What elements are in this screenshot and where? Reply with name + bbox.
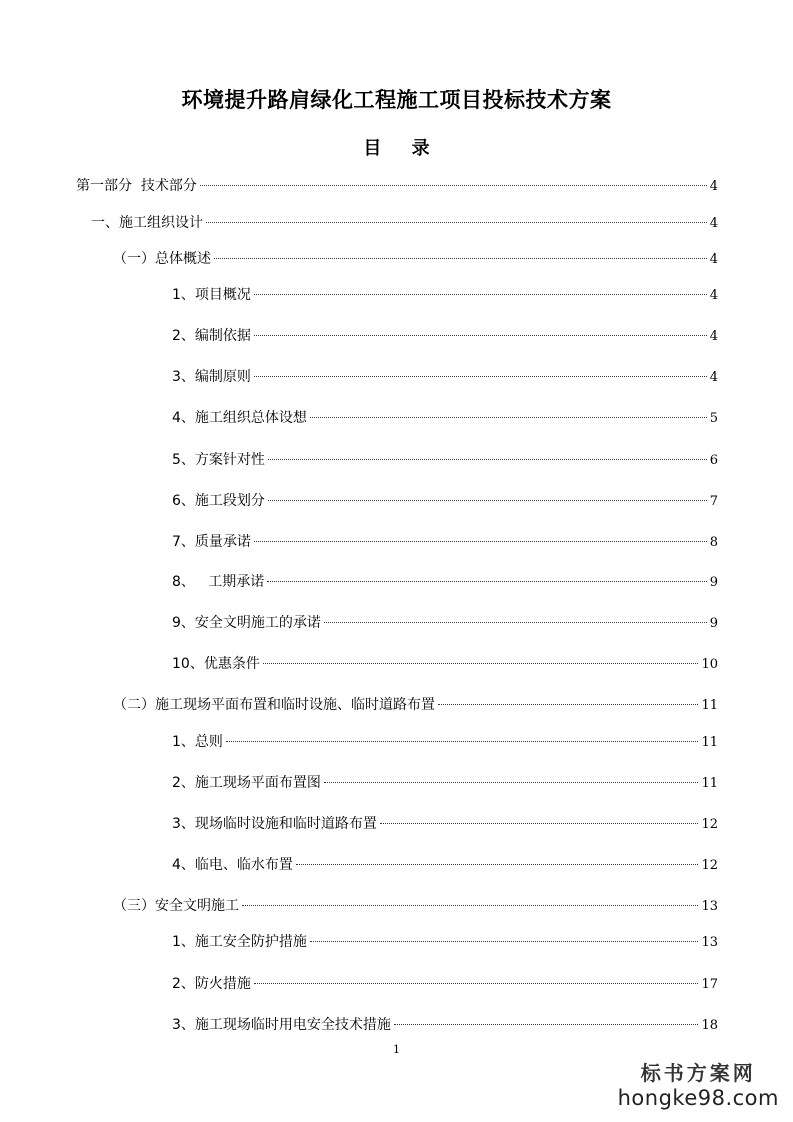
toc-entry-label: 3、编制原则 <box>172 369 251 385</box>
toc-entry-page: 8 <box>709 535 718 550</box>
toc-entry-page: 11 <box>701 698 718 713</box>
leader-dots <box>268 499 707 501</box>
leader-dots <box>394 1023 699 1025</box>
toc-entry-page: 4 <box>709 179 718 194</box>
toc-entry-label: 1、总则 <box>172 734 223 750</box>
leader-dots <box>310 940 699 942</box>
toc-entry-label: 3、施工现场临时用电安全技术措施 <box>172 1017 391 1033</box>
watermark-brand: 标书方案网 <box>640 1061 756 1085</box>
leader-dots <box>254 540 707 542</box>
toc-heading: 目 录 <box>363 138 442 159</box>
toc-entry-item[interactable] <box>172 972 718 996</box>
toc-entry-part-1[interactable] <box>76 174 718 198</box>
leader-dots <box>324 621 707 623</box>
toc-entry-page: 10 <box>701 657 718 672</box>
toc-entry-item[interactable] <box>172 812 718 836</box>
page-number: 1 <box>393 1043 400 1056</box>
toc-entry-item[interactable] <box>172 365 718 389</box>
toc-entry-item[interactable] <box>172 283 718 307</box>
toc-entry-label: 3、现场临时设施和临时道路布置 <box>172 816 377 832</box>
toc-entry-label: 1、施工安全防护措施 <box>172 934 307 950</box>
leader-dots <box>438 703 698 705</box>
leader-dots <box>206 221 707 223</box>
leader-dots <box>263 662 699 664</box>
leader-dots <box>226 740 699 742</box>
leader-dots <box>380 822 699 824</box>
toc-entry-page: 4 <box>709 329 718 344</box>
toc-entry-page: 18 <box>701 1018 718 1033</box>
toc-entry-item[interactable] <box>172 530 718 554</box>
toc-entry-label: （三）安全文明施工 <box>113 898 239 914</box>
toc-entry-label: 2、施工现场平面布置图 <box>172 775 321 791</box>
leader-dots <box>214 257 707 259</box>
toc-entry-page: 12 <box>701 817 718 832</box>
toc-entry-page: 4 <box>709 216 718 231</box>
leader-dots <box>254 982 699 984</box>
toc-entry-label: 6、施工段划分 <box>172 493 265 509</box>
toc-entry-page: 11 <box>701 735 718 750</box>
toc-entry-page: 4 <box>709 252 718 267</box>
toc-entry-label: 一、施工组织设计 <box>91 215 203 231</box>
toc-entry-label: （一）总体概述 <box>113 251 211 267</box>
document-title: 环境提升路肩绿化工程施工项目投标技术方案 <box>181 88 612 112</box>
toc-entry-item[interactable] <box>172 570 718 594</box>
toc-entry-page: 13 <box>701 935 718 950</box>
toc-entry-page: 13 <box>701 899 718 914</box>
toc-entry-item[interactable] <box>172 406 718 430</box>
toc-entry-page: 17 <box>701 977 718 992</box>
toc-entry-section-1[interactable] <box>91 211 718 235</box>
toc-entry-item[interactable] <box>172 611 718 635</box>
leader-dots <box>200 184 707 186</box>
toc-entry-item[interactable] <box>172 771 718 795</box>
toc-entry-label: 第一部分 技术部分 <box>76 178 197 194</box>
leader-dots <box>267 580 706 582</box>
toc-entry-item[interactable] <box>172 448 718 472</box>
toc-entry-item[interactable] <box>172 1013 718 1037</box>
toc-entry-subsection-2[interactable] <box>113 693 718 717</box>
leader-dots <box>254 293 707 295</box>
toc-entry-label: 5、方案针对性 <box>172 452 265 468</box>
toc-entry-page: 12 <box>701 858 718 873</box>
leader-dots <box>254 375 707 377</box>
toc-entry-label: 2、防火措施 <box>172 976 251 992</box>
toc-entry-subsection-1[interactable] <box>113 247 718 271</box>
toc-entry-label: 8、 工期承诺 <box>172 574 265 590</box>
toc-entry-page: 4 <box>709 370 718 385</box>
toc-entry-item[interactable] <box>172 853 718 877</box>
toc-entry-item[interactable] <box>172 730 718 754</box>
toc-entry-item[interactable] <box>172 652 718 676</box>
toc-entry-label: 4、施工组织总体设想 <box>172 410 307 426</box>
toc-entry-page: 5 <box>709 411 718 426</box>
toc-entry-page: 9 <box>709 575 718 590</box>
leader-dots <box>254 334 707 336</box>
toc-entry-page: 9 <box>709 616 718 631</box>
toc-entry-page: 11 <box>701 776 718 791</box>
toc-entry-page: 6 <box>709 453 718 468</box>
leader-dots <box>268 458 707 460</box>
toc-entry-label: 10、优惠条件 <box>172 656 260 672</box>
toc-entry-page: 7 <box>709 494 718 509</box>
leader-dots <box>324 781 699 783</box>
toc-entry-item[interactable] <box>172 489 718 513</box>
toc-entry-label: 4、临电、临水布置 <box>172 857 293 873</box>
toc-entry-label: 1、项目概况 <box>172 287 251 303</box>
toc-entry-subsection-3[interactable] <box>113 894 718 918</box>
watermark-url: hongke98.com <box>617 1086 779 1110</box>
toc-entry-item[interactable] <box>172 930 718 954</box>
watermark <box>618 1057 779 1110</box>
toc-entry-label: 2、编制依据 <box>172 328 251 344</box>
leader-dots <box>310 416 707 418</box>
leader-dots <box>296 863 699 865</box>
toc-entry-page: 4 <box>709 288 718 303</box>
toc-entry-label: 9、安全文明施工的承诺 <box>172 615 321 631</box>
toc-entry-item[interactable] <box>172 324 718 348</box>
toc-entry-label: （二）施工现场平面布置和临时设施、临时道路布置 <box>113 697 435 713</box>
leader-dots <box>242 904 698 906</box>
toc-entry-label: 7、质量承诺 <box>172 534 251 550</box>
